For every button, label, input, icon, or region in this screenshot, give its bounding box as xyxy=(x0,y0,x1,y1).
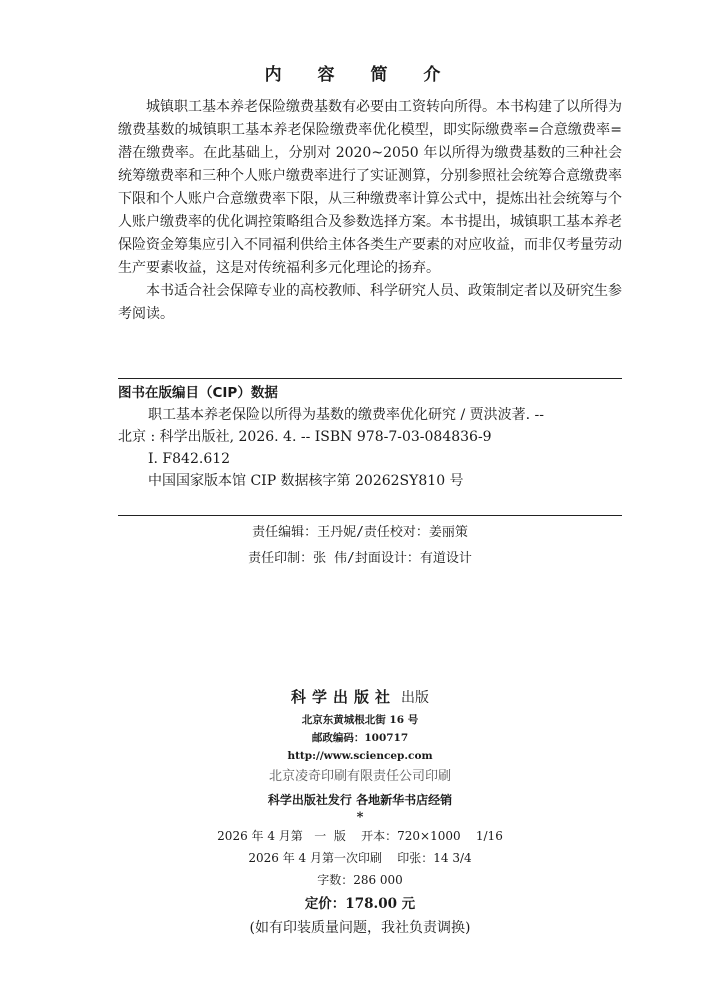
cip-top-rule xyxy=(118,378,622,379)
credits-line: 责任印制：张 伟/封面设计：有道设计 xyxy=(248,551,472,566)
editorial-credits xyxy=(0,520,720,572)
separator-star: * xyxy=(356,810,364,825)
publisher-address: 北京东黄城根北街 16 号 xyxy=(301,714,419,726)
cip-block xyxy=(118,382,622,492)
edition-line: 2026 年 4 月第 一 版 开本：720×1000 1/16 xyxy=(217,829,503,843)
intro-paragraph: 城镇职工基本养老保险缴费基数有必要由工资转向所得。本书构建了以所得为缴费基数的城镇职工基本养老保险缴费率优化模型，即实际缴费率=合意缴费率=潜在缴费率。在此基础上，分别对 2020~2050 年以所得为缴费基数的三种社会统筹缴费率和三种个人账户缴费率进行了实证测算，分别参照社会统筹合意缴费率下限和个人账户合意缴费率下限，从三种缴费率计算公式中，提炼出社会统筹与个人账户缴费率的优化调控策略组合及参数选择方案。本书提出，城镇职工基本养老保险资金筹集应引入不同福利供给主体各类生产要素的对应收益，而非仅考量劳动生产要素收益，这是对传统福利多元化理论的扬弃。 xyxy=(118,99,622,276)
publisher-name: 科学出版社 xyxy=(290,688,396,706)
cip-line: 职工基本养老保险以所得为基数的缴费率优化研究 / 贾洪波著. -- xyxy=(148,407,544,423)
wordcount-line: 字数：286 000 xyxy=(317,873,403,887)
publisher-block xyxy=(0,684,720,939)
cip-heading: 图书在版编目（CIP）数据 xyxy=(118,385,278,401)
printer-line: 北京凌奇印刷有限责任公司印刷 xyxy=(268,769,451,784)
cip-line: 北京 : 科学出版社, 2026. 4. -- ISBN 978-7-03-084836-9 xyxy=(118,429,492,445)
cip-line: 中国国家版本馆 CIP 数据核字第 20262SY810 号 xyxy=(148,473,464,489)
publisher-suffix: 出版 xyxy=(401,690,430,706)
price-line: 定价：178.00 元 xyxy=(304,896,416,912)
publisher-postcode: 邮政编码：100717 xyxy=(311,732,409,744)
intro-title: 内 容 简 介 xyxy=(264,65,456,85)
cip-bottom-rule xyxy=(118,515,622,516)
quality-notice: (如有印装质量问题，我社负责调换) xyxy=(249,920,471,936)
credits-line: 责任编辑：王丹妮/责任校对：姜丽策 xyxy=(252,525,468,540)
publisher-website: http://www.sciencep.com xyxy=(287,750,433,762)
printing-line: 2026 年 4 月第一次印刷 印张：14 3/4 xyxy=(248,851,472,865)
distribution-line: 科学出版社发行 各地新华书店经销 xyxy=(267,793,453,807)
cip-line: Ⅰ. F842.612 xyxy=(148,451,231,467)
intro-section xyxy=(118,96,622,326)
intro-paragraph: 本书适合社会保障专业的高校教师、科学研究人员、政策制定者以及研究生参考阅读。 xyxy=(118,283,622,322)
